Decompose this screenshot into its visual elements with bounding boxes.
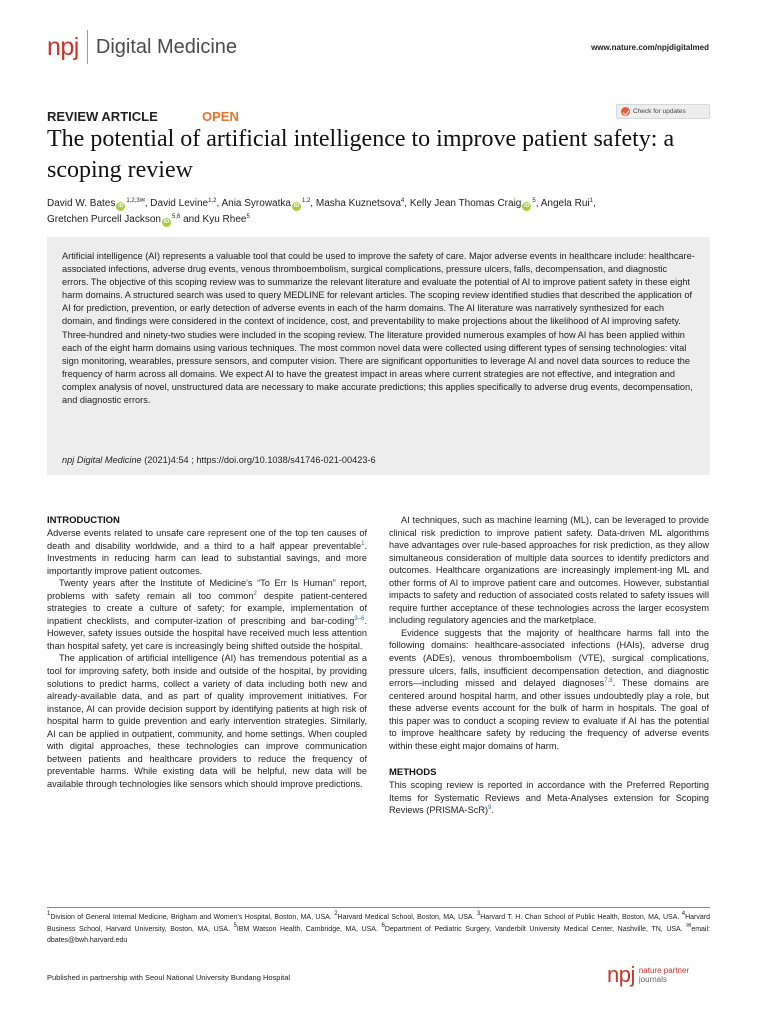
nature-partner-journals-logo xyxy=(607,962,689,988)
methods-heading: METHODS xyxy=(389,767,437,779)
affiliation-marker: 4 xyxy=(681,911,686,917)
affiliation-text: Department of Pediatric Surgery, Vanderbilt University Medical Center, Nashville, TN, USA. xyxy=(384,925,687,933)
author-separator: , xyxy=(144,198,151,209)
affiliation-marker: 5 xyxy=(233,922,237,929)
intro-paragraph-3: The application of artificial intelligence (AI) has tremendous potential as a tool for improving safety, both inside and outside of the hospital, by providing solutions to predict harms, collect a variety of data including both new and already-available data, and as part of quality improvement initiatives. For instance, AI can provide decision support by identifying patients at high risk of hospital harm to guide prevention and early intervention strategies. Similarly, AI can be applied in outpatient, community, and home settings. When coupled with digital approaches, these technologies can improve communication between patients and healthcare providers to reduce the frequency of preventable harms. While existing data will be helpful, new data will be available through technologies like sensors which should improve predictions. xyxy=(47,653,367,789)
email-icon: ✉ xyxy=(686,922,692,929)
footer-npj-mark: npj xyxy=(607,962,635,987)
open-access-badge: OPEN xyxy=(202,109,239,124)
intro-p1-text-b: . Investments in reducing harm can lead to substantial savings, and more importantly improve patient outcomes. xyxy=(47,540,367,576)
author-name[interactable]: Ania Syrowatka xyxy=(221,198,291,209)
abstract-text: Artificial intelligence (AI) represents a valuable tool that could be used to improve the safety of care. Major adverse events in healthcare include: healthcare-associated infections, adverse drug events, venous thromboembolism, surgical complications, pressure ulcers, falls, decompensation, and diagnostic errors. The objective of this scoping review was to summarize the relevant literature and evaluate the potential of AI to improve patient safety in these eight harm domains. A structured search was used to query MEDLINE for relevant articles. The scoping review identified studies that described the application of AI for prediction, prevention, or early detection of adverse events in each of the harm domains. The AI literature was narratively synthesized for each domain, and findings were considered in the context of incidence, cost, and preventability to make projections about the likelihood of AI improving safety. Three-hundred and ninety-two studies were included in the scoping review. The literature provided numerous examples of how AI has been applied within each of the eight harm domains using various techniques. The most common novel data were collected using different types of sensing technologies: vital sign monitoring, wearables, pressure sensors, and computer vision. There are significant opportunities to leverage AI and novel data sources to reduce the frequency of harm across all domains. We expect AI to have the greatest impact in areas where current strategies are not effective, and integration and complex analysis of novel, unstructured data are necessary to make accurate predictions; this applies specifically to adverse drug events, decompensation, and diagnostic errors. xyxy=(62,251,695,406)
abstract-box xyxy=(47,237,710,475)
author-affiliation-sup: 5 xyxy=(246,213,250,220)
published-partnership-note: Published in partnership with Seoul National University Bundang Hospital xyxy=(47,973,291,982)
reference-link[interactable]: 9 xyxy=(488,805,492,812)
check-for-updates-button[interactable] xyxy=(616,104,710,119)
check-updates-icon xyxy=(621,107,630,116)
orcid-icon[interactable]: iD xyxy=(293,203,300,209)
affiliations-footnote xyxy=(47,912,710,947)
author-separator: , xyxy=(404,198,410,209)
intro-p2-text-b: despite patient-centered strategies to create a culture of safety; for example, implementation of inpatient checklists, and computer-ization of prescribing and bar-coding xyxy=(47,590,367,626)
author-separator: , xyxy=(216,198,222,209)
reference-link[interactable]: 7,8 xyxy=(604,678,613,685)
right-p2-text-b: . These domains are centered around hospital harm, and other issues undoubtedly play a role, but these adverse events account for the bulk of harm in hospitals. The goal of this paper was to conduct a scoping review to evaluate if AI has the potential to improve healthcare safety by reducing the frequency of adverse events within these eight major domains of harm. xyxy=(389,678,709,751)
intro-paragraph-1 xyxy=(47,527,367,577)
intro-p2-text-a: Twenty years after the Institute of Medicine's “To Err Is Human” report, problems with safety remain all too common xyxy=(47,578,367,601)
npj-logo-mark: npj xyxy=(47,32,79,61)
author-name[interactable]: David Levine xyxy=(150,198,209,209)
citation-line xyxy=(62,455,695,465)
logo-divider xyxy=(87,30,88,64)
author-separator: , xyxy=(593,198,596,209)
right-p2-text-a: Evidence suggests that the majority of healthcare harms fall into the following domains: healthcare-associated infections (HAIs), adverse drug events (ADEs), venous thromboembolism (VTE), surgical complications, pressure ulcers, falls, insufficient decompensation detection, and diagnostic errors—including missed and delayed diagnoses xyxy=(389,627,709,689)
orcid-icon[interactable]: iD xyxy=(163,218,170,225)
author-name[interactable]: Kyu Rhee xyxy=(202,213,247,225)
journal-url-link[interactable]: www.nature.com/npjdigitalmed xyxy=(591,43,709,52)
author-separator: and xyxy=(180,213,203,225)
affiliation-text: Harvard Medical School, Boston, MA, USA. xyxy=(337,914,477,921)
reference-link[interactable]: 3–6 xyxy=(354,615,365,622)
citation-doi[interactable]: (2021)4:54 ; https://doi.org/10.1038/s41746-021-00423-6 xyxy=(141,455,376,465)
affiliation-marker: 1 xyxy=(47,911,51,917)
author-affiliation-sup: 4 xyxy=(400,198,405,204)
author-list xyxy=(47,196,727,227)
footer-partner-line-2: journals xyxy=(638,975,667,984)
intro-paragraph-2 xyxy=(47,577,367,652)
affiliation-marker: 6 xyxy=(381,922,385,929)
journal-name: Digital Medicine xyxy=(95,35,238,58)
corresponding-email[interactable]: email: dbates@bwh.harvard.edu xyxy=(47,925,710,944)
footnote-divider xyxy=(47,907,710,908)
author-name[interactable]: Masha Kuznetsova xyxy=(315,198,401,209)
author-affiliation-sup: 5 xyxy=(532,198,536,204)
journal-logo[interactable] xyxy=(47,30,237,64)
affiliation-marker: 2 xyxy=(334,911,338,917)
citation-journal: npj Digital Medicine xyxy=(62,455,142,465)
author-affiliation-sup: 5,6 xyxy=(171,213,181,220)
body-column-left xyxy=(47,514,367,790)
affiliation-text: Harvard Business School, Harvard University, Boston, MA, USA. xyxy=(47,914,710,933)
right-paragraph-2 xyxy=(389,627,709,752)
footer-partner-line-1: nature partner xyxy=(638,966,690,975)
author-name[interactable]: David W. Bates xyxy=(47,198,116,209)
affiliation-text: Harvard T. H. Chan School of Public Health, Boston, MA, USA. xyxy=(480,914,682,921)
affiliation-text: Division of General Internal Medicine, Brigham and Women's Hospital, Boston, MA, USA. xyxy=(50,914,335,921)
right-paragraph-1: AI techniques, such as machine learning (ML), can be leveraged to provide clinical risk prediction to improve patient safety. Data-driven ML algorithms have advantages over rule-based approaches for risk prediction, as they allow simultaneous consideration of multiple data sources to identify predictors and outcomes. Healthcare organizations are increasingly implement-ing ML and other forms of AI to improve patient care and outcomes. However, substantial impacts to safety and reduction of associated costs related to safety issues will require further acceptance of these technologies across the larger ecosystem including regulatory agencies and the marketplace. xyxy=(389,515,709,626)
author-affiliation-sup: 1,2 xyxy=(301,198,311,204)
author-name[interactable]: Kelly Jean Thomas Craig xyxy=(409,198,522,209)
author-affiliation-sup: 1,2,3✉ xyxy=(126,198,145,204)
article-type-label: REVIEW ARTICLE xyxy=(47,109,158,124)
footer-partner-text xyxy=(639,966,689,984)
affiliation-marker: 3 xyxy=(476,911,481,917)
orcid-icon[interactable]: iD xyxy=(118,203,124,209)
intro-p2-text-c: . However, safety issues outside the hospital have received much less attention than hospital safety, yet care is increasingly being shifted outside the hospital. xyxy=(47,615,367,651)
orcid-icon[interactable]: iD xyxy=(524,203,530,209)
methods-paragraph-1 xyxy=(389,779,709,817)
reference-link[interactable]: 2 xyxy=(253,590,257,597)
author-separator: , xyxy=(310,198,316,209)
methods-p1-text-a: This scoping review is reported in accordance with the Preferred Reporting Items for Systematic Reviews and Meta-Analyses extension for Scoping Reviews (PRISMA-ScR) xyxy=(389,780,709,816)
body-column-right xyxy=(389,514,709,817)
author-name[interactable]: Angela Rui xyxy=(540,198,590,209)
article-title: The potential of artificial intelligence to improve patient safety: a scoping review xyxy=(47,126,675,183)
author-affiliation-sup: 1,2 xyxy=(208,198,217,204)
affiliation-text: IBM Watson Health, Cambridge, MA, USA. xyxy=(236,925,382,933)
author-name[interactable]: Gretchen Purcell Jackson xyxy=(47,213,161,225)
author-affiliation-sup: 1 xyxy=(589,198,593,204)
author-separator: , xyxy=(535,198,541,209)
introduction-heading: INTRODUCTION xyxy=(47,515,120,526)
check-updates-label: Check for updates xyxy=(633,108,686,115)
reference-link[interactable]: 1 xyxy=(361,540,365,547)
methods-p1-text-b: . xyxy=(491,805,494,816)
intro-p1-text-a: Adverse events related to unsafe care represent one of the top ten causes of death and disability worldwide, and a third to a half appear preventable xyxy=(47,528,367,551)
